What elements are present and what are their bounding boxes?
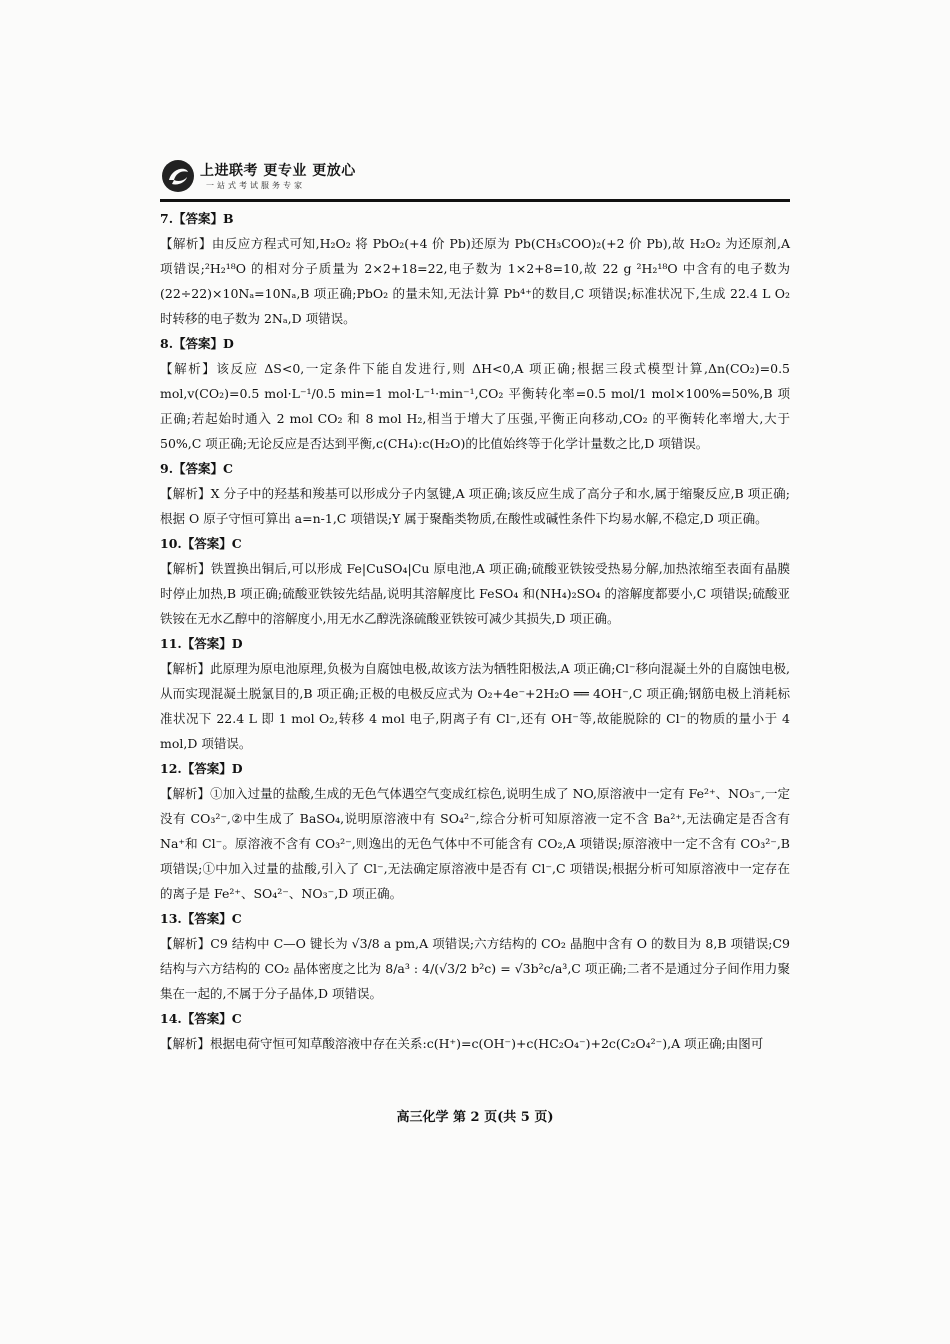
explanation-text: 【解析】X 分子中的羟基和羧基可以形成分子内氢键,A 项正确;该反应生成了高分子和水,属于缩聚反应,B 项正确;根据 O 原子守恒可算出 a=n-1,C 项错误;Y 属于聚酯类物质,在酸性或碱性条件下均易水解,不稳定,D 项正确。 (160, 486, 790, 526)
logo-title: 上进联考 更专业 更放心 (200, 163, 356, 179)
answer-label: 9.【答案】C (160, 461, 233, 476)
answer-label: 7.【答案】B (160, 211, 234, 226)
answer-label: 14.【答案】C (160, 1011, 242, 1026)
answer-label: 10.【答案】C (160, 536, 242, 551)
question-7 (160, 206, 790, 331)
page-footer: 高三化学 第 2 页(共 5 页) (396, 1110, 554, 1125)
question-8 (160, 331, 790, 456)
explanation-text: 【解析】①加入过量的盐酸,生成的无色气体遇空气变成红棕色,说明生成了 NO,原溶液中一定有 Fe²⁺、NO₃⁻,一定没有 CO₃²⁻,②中生成了 BaSO₄,说明原溶液中有 SO₄²⁻,综合分析可知原溶液一定不含 Ba²⁺,无法确定是否含有 Na⁺和 Cl⁻。原溶液不含有 CO₃²⁻,则逸出的无色气体中不可能含有 CO₂,A 项错误;原溶液中一定不含有 CO₃²⁻,B 项错误;①中加入过量的盐酸,引入了 Cl⁻,无法确定原溶液中是否有 Cl⁻,C 项错误;根据分析可知原溶液中一定存在的离子是 Fe²⁺、SO₄²⁻、NO₃⁻,D 项正确。 (160, 786, 790, 901)
question-10 (160, 531, 790, 631)
question-9 (160, 456, 790, 531)
explanation-text: 【解析】根据电荷守恒可知草酸溶液中存在关系:c(H⁺)=c(OH⁻)+c(HC₂O₄⁻)+2c(C₂O₄²⁻),A 项正确;由图可 (160, 1036, 764, 1051)
answer-label: 8.【答案】D (160, 336, 234, 351)
answer-label: 12.【答案】D (160, 761, 243, 776)
explanation-text: 【解析】该反应 ΔS<0,一定条件下能自发进行,则 ΔH<0,A 项正确;根据三段式模型计算,Δn(CO₂)=0.5 mol,v(CO₂)=0.5 mol·L⁻¹/0.5 min=1 mol·L⁻¹·min⁻¹,CO₂ 平衡转化率=0.5 mol/1 mol×100%=50%,B 项正确;若起始时通入 2 mol CO₂ 和 8 mol H₂,相当于增大了压强,平衡正向移动,CO₂ 的平衡转化率增大,大于 50%,C 项正确;无论反应是否达到平衡,c(CH₄):c(H₂O)的比值始终等于化学计量数之比,D 项错误。 (160, 361, 790, 451)
answer-label: 13.【答案】C (160, 911, 242, 926)
header-divider (160, 199, 790, 202)
explanation-text: 【解析】此原理为原电池原理,负极为自腐蚀电极,故该方法为牺牲阳极法,A 项正确;Cl⁻移向混凝土外的自腐蚀电极,从而实现混凝土脱氯目的,B 项正确;正极的电极反应式为 O₂+4e⁻+2H₂O ══ 4OH⁻,C 项正确;钢筋电极上消耗标准状况下 22.4 L 即 1 mol O₂,转移 4 mol 电子,阴离子有 Cl⁻,还有 OH⁻等,故能脱除的 Cl⁻的物质的量小于 4 mol,D 项错误。 (160, 661, 790, 751)
explanation-text: 【解析】铁置换出铜后,可以形成 Fe|CuSO₄|Cu 原电池,A 项正确;硫酸亚铁铵受热易分解,加热浓缩至表面有晶膜时停止加热,B 项正确;硫酸亚铁铵先结晶,说明其溶解度比 FeSO₄ 和(NH₄)₂SO₄ 的溶解度都要小,C 项错误;硫酸亚铁铵在无水乙醇中的溶解度小,用无水乙醇洗涤硫酸亚铁铵可减少其损失,D 项正确。 (160, 561, 790, 626)
question-12 (160, 756, 790, 906)
question-14 (160, 1006, 790, 1056)
explanation-text: 【解析】C9 结构中 C—O 键长为 √3/8 a pm,A 项错误;六方结构的 CO₂ 晶胞中含有 O 的数目为 8,B 项错误;C9 结构与六方结构的 CO₂ 晶体密度之比为 8/a³ : 4/(√3/2 b²c) = √3b²c/a³,C 项正确;二者不是通过分子间作用力聚集在一起的,不属于分子晶体,D 项错误。 (160, 936, 790, 1001)
answer-label: 11.【答案】D (160, 636, 243, 651)
question-13 (160, 906, 790, 1006)
logo-swirl-icon (160, 158, 196, 194)
logo-subtitle: 一站式考试服务专家 (206, 181, 305, 190)
page-header (160, 158, 790, 200)
explanation-text: 【解析】由反应方程式可知,H₂O₂ 将 PbO₂(+4 价 Pb)还原为 Pb(CH₃COO)₂(+2 价 Pb),故 H₂O₂ 为还原剂,A 项错误;²H₂¹⁸O 的相对分子质量为 2×2+18=22,电子数为 1×2+8=10,故 22 g ²H₂¹⁸O 中含有的电子数为(22÷22)×10Nₐ=10Nₐ,B 项正确;PbO₂ 的量未知,无法计算 Pb⁴⁺的数目,C 项错误;标准状况下,生成 22.4 L O₂ 时转移的电子数为 2Nₐ,D 项错误。 (160, 236, 790, 326)
answer-content (160, 206, 790, 1056)
question-11 (160, 631, 790, 756)
